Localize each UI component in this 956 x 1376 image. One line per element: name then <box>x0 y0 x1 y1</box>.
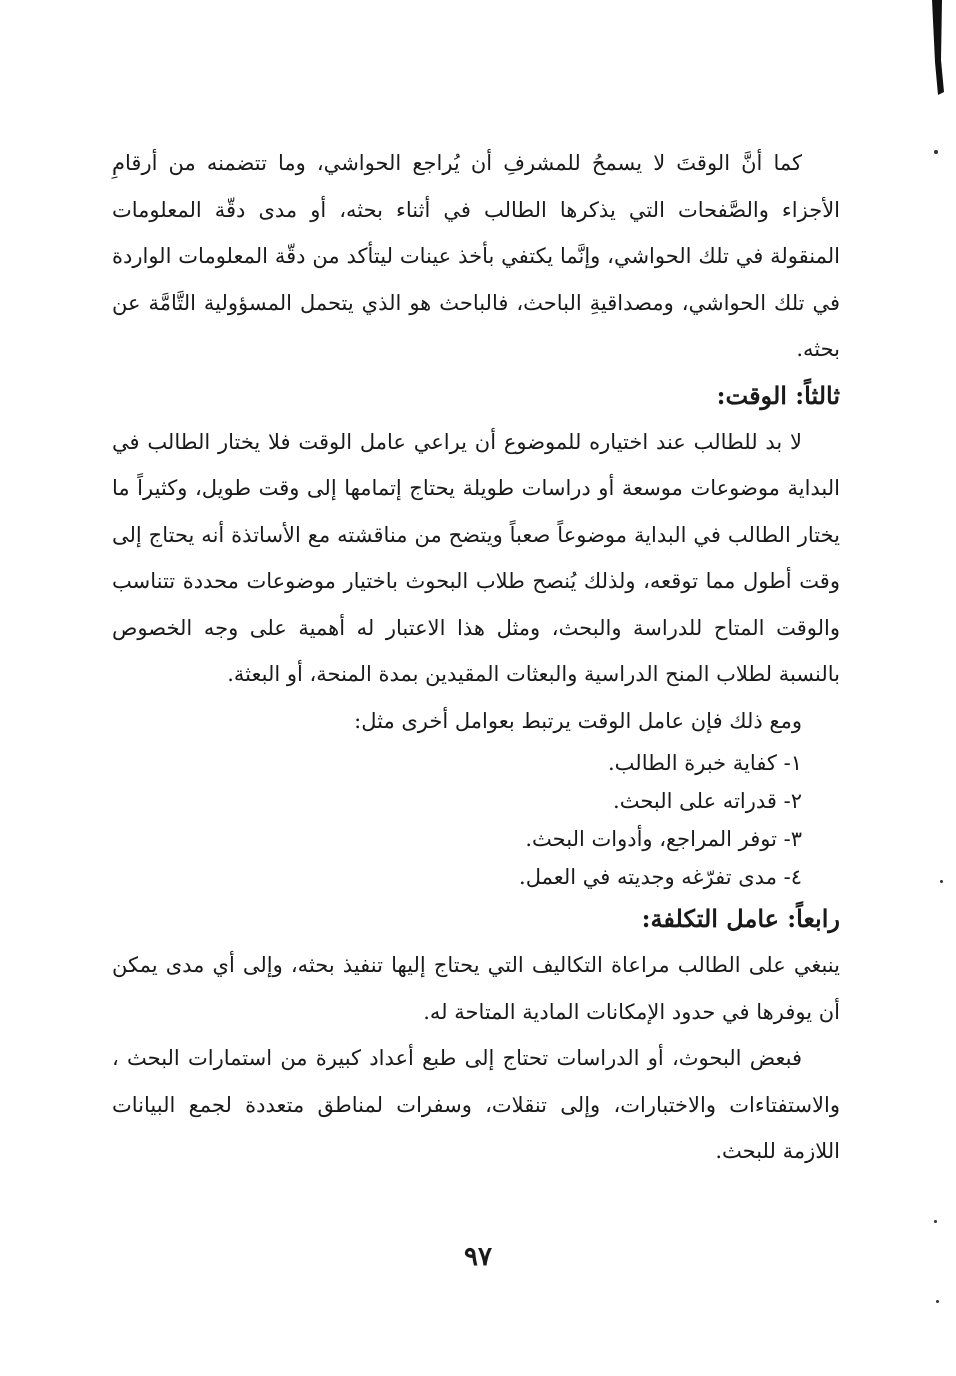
scan-speck <box>940 880 943 883</box>
paragraph-other-factors-intro: ومع ذلك فإن عامل الوقت يرتبط بعوامل أخرى مثل: <box>354 708 802 733</box>
scan-speck <box>934 1220 937 1223</box>
page-edge-mark <box>926 0 946 100</box>
heading-fourth-cost: رابعاً: عامل التكلفة: <box>641 904 840 933</box>
list-item: ٢- قدراته على البحث. <box>613 789 802 813</box>
paragraph-time-factor: لا بد للطالب عند اختياره للموضوع أن يراعي عامل الوقت فلا يختار الطالب في البداية موضوعات موسعة أو دراسات طويلة يحتاج إتمامها إلى وقت طويل، وكثيراً ما يختار الطالب في البداية موضوعاً صعباً ويتضح من مناقشته مع الأساتذة أنه يحتاج إلى وقت أطول مما توقعه، ولذلك يُنصح طلاب البحوث باختيار موضوعات محددة تتناسب والوقت المتاح للدراسة والبحث، ومثل هذا الاعتبار له أهمية على وجه الخصوص بالنسبة لطلاب المنح الدراسية والبعثات المقيدين بمدة المنحة، أو البعثة. <box>112 429 840 686</box>
paragraph-supervisor-time: كما أنَّ الوقتَ لا يسمحُ للمشرفِ أن يُراجع الحواشي، وما تتضمنه من أرقامِ الأجزاء والصَّفحات التي يذكرها الطالب في أثناء بحثه، أو مدى دقّة المعلومات المنقولة في تلك الحواشي، وإنَّما يكتفي بأخذ عينات ليتأكد من دقّة المعلومات الواردة في تلك الحواشي، ومصداقيةِ الباحث، فالباحث هو الذي يتحمل المسؤولية التَّامَّة عن بحثه. <box>112 151 840 361</box>
list-item: ٣- توفر المراجع، وأدوات البحث. <box>525 827 802 851</box>
scan-speck <box>934 150 938 154</box>
list-item: ٤- مدى تفرّغه وجديته في العمل. <box>519 865 802 889</box>
paragraph-cost-factor: ينبغي على الطالب مراعاة التكاليف التي يحتاج إليها تنفيذ بحثه، وإلى أي مدى يمكن أن يوفرها في حدود الإمكانات المادية المتاحة له. <box>112 953 840 1024</box>
paragraph-cost-examples: فبعض البحوث، أو الدراسات تحتاج إلى طبع أعداد كبيرة من استمارات البحث ، والاستفتاءات والاختبارات، وإلى تنقلات، وسفرات لمناطق متعددة لجمع البيانات اللازمة للبحث. <box>112 1046 840 1163</box>
heading-third-time: ثالثاً: الوقت: <box>716 380 840 410</box>
list-item: ١- كفاية خبرة الطالب. <box>608 751 802 775</box>
body-text <box>112 140 840 1175</box>
scan-speck <box>936 1300 939 1303</box>
page-number: ٩٧ <box>464 1242 492 1272</box>
